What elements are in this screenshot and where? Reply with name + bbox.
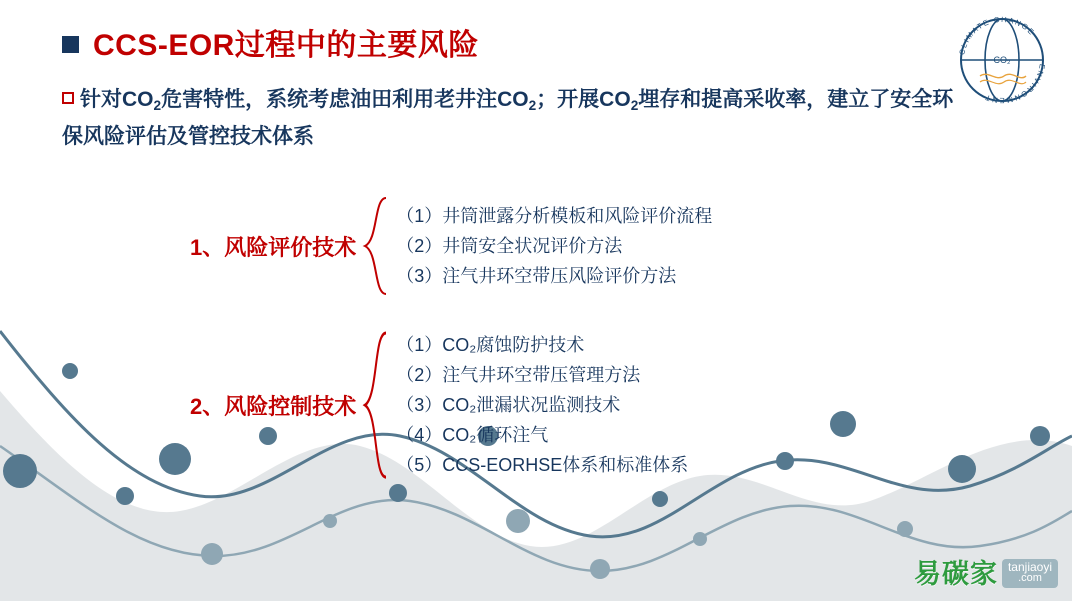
list-item: （3）注气井环空带压风险评价方法 bbox=[396, 266, 677, 287]
organization-logo bbox=[946, 4, 1058, 116]
logo-arc-text: CLIMATE CHANGE bbox=[957, 14, 1037, 56]
lead-part-2: 危害特性，系统考虑油田利用老井注CO bbox=[161, 88, 529, 111]
list-item: （2）井筒安全状况评价方法 bbox=[396, 235, 623, 256]
square-bullet-icon bbox=[62, 36, 79, 53]
watermark bbox=[914, 552, 1058, 591]
lead-sub-1: 2 bbox=[153, 97, 162, 113]
list-item: （5）CCS-EORHSE体系和标准体系 bbox=[396, 455, 689, 476]
lead-part-3: ；开展CO bbox=[536, 88, 631, 111]
lead-paragraph bbox=[62, 82, 962, 156]
lead-part-4: 埋存和提高采收率，建立了安全环保风险评估及管控技术体系 bbox=[62, 88, 954, 148]
watermark-text: 易碳家 bbox=[913, 559, 998, 589]
lead-part-1: 针对CO bbox=[80, 88, 154, 111]
group-2-items bbox=[396, 330, 688, 480]
hollow-square-bullet-icon bbox=[62, 92, 74, 104]
curly-brace-icon bbox=[362, 330, 388, 480]
logo-center-label: CO₂ bbox=[993, 55, 1011, 65]
lead-sub-3: 2 bbox=[630, 97, 639, 113]
group-1-items bbox=[396, 201, 712, 291]
lead-sub-2: 2 bbox=[528, 97, 537, 113]
list-item: （1）井筒泄露分析模板和风险评价流程 bbox=[396, 205, 713, 226]
list-item: （1）CO₂腐蚀防护技术 bbox=[396, 335, 585, 355]
group-1-label: 1、风险评价技术 bbox=[190, 234, 357, 260]
list-item: （4）CO₂循环注气 bbox=[396, 425, 549, 446]
list-item: （2）注气井环空带压管理方法 bbox=[396, 365, 641, 386]
page-title-text: CCS-EOR过程中的主要风险 bbox=[93, 29, 479, 62]
risk-control-group bbox=[190, 330, 688, 480]
watermark-badge-bottom: .com bbox=[1018, 572, 1042, 585]
watermark-badge bbox=[1002, 559, 1058, 588]
group-2-label: 2、风险控制技术 bbox=[190, 393, 357, 419]
logo-arc-text-2: ENVIRONMENT bbox=[982, 63, 1047, 106]
page-title bbox=[62, 20, 479, 64]
curly-brace-icon bbox=[362, 196, 388, 296]
watermark-badge-top: tanjiaoyi bbox=[1007, 559, 1052, 574]
risk-evaluation-group bbox=[190, 196, 712, 296]
list-item: （3）CO₂泄漏状况监测技术 bbox=[396, 395, 621, 416]
